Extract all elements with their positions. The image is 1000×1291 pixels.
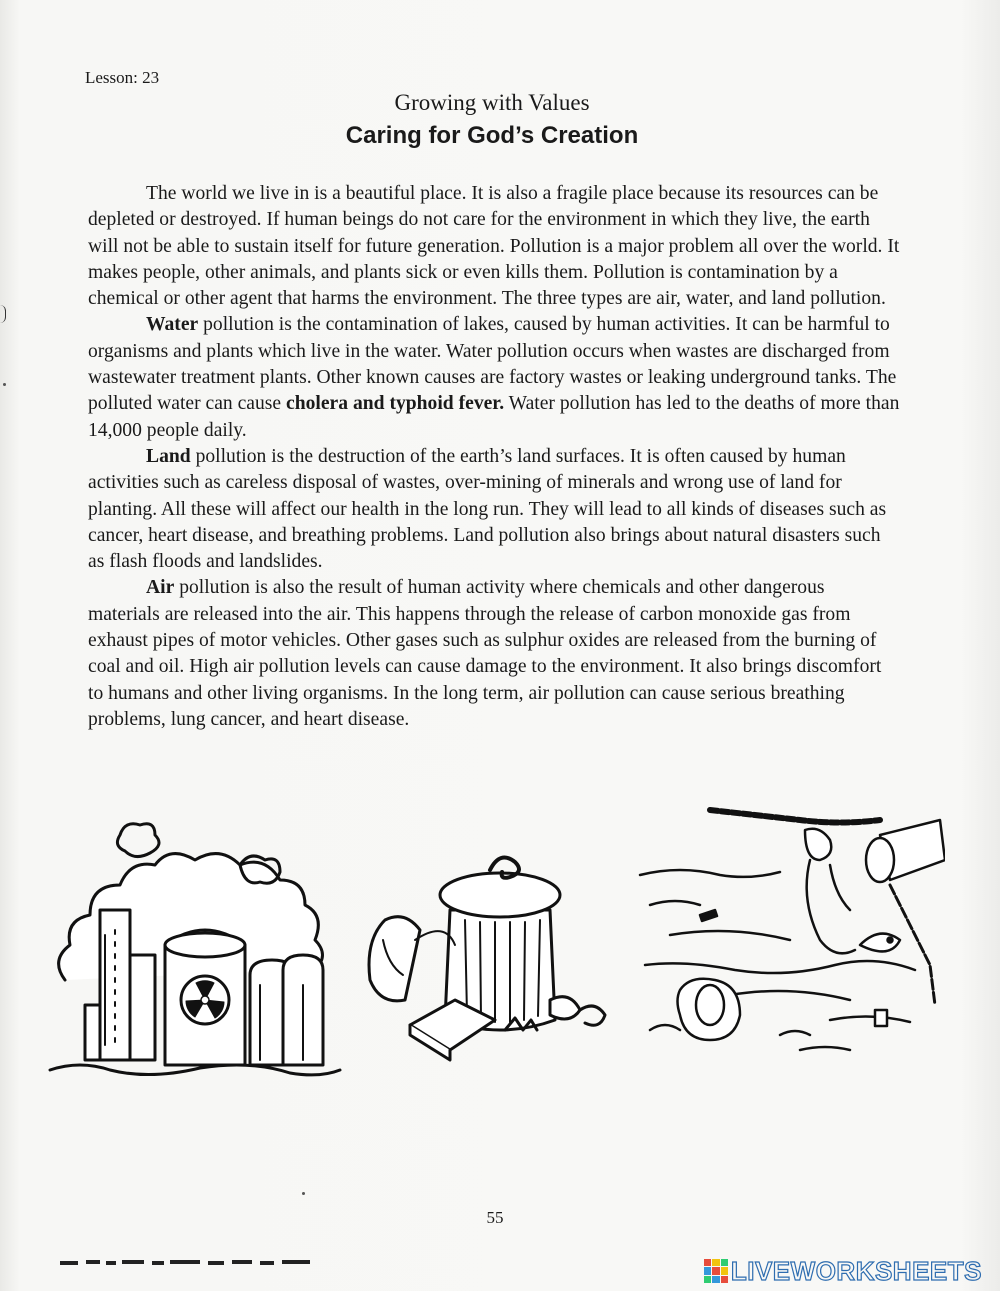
brand-name: LIVEWORKSHEETS xyxy=(730,1255,982,1286)
footer-decoration xyxy=(60,1258,320,1266)
factory-smoke-illustration xyxy=(45,805,345,1085)
page-title: Caring for God’s Creation xyxy=(345,122,639,149)
speck xyxy=(3,383,6,386)
lesson-label: Lesson: 23 xyxy=(85,68,160,87)
paragraph-water: Water pollution is the contamination of lakes, caused by human activities. It can be harmful to organisms and plants which live in the water. Water pollution occurs when wastes are discharged from wastewater treatment plants. Other known causes are factory wastes or leaking underground tanks. The polluted water can cause cholera and typhoid fever. Water pollution has led to the deaths of more than 14,000 people daily. xyxy=(88,314,900,441)
air-heading: Air xyxy=(146,577,175,599)
paragraph-air: Air pollution is also the result of human activity where chemicals and other dangerous materials are released into the air. This happens through the release of carbon monoxide gas from exhaust pipes of motor vehicles. Other gases such as sulphur oxides are released from the burning of coal and oil. High air pollution levels can cause damage to the environment. It also brings discomfort to humans and other living organisms. In the long term, air pollution can cause serious breathing problems, lung cancer, and heart disease. xyxy=(88,577,882,730)
paragraph-intro: The world we live in is a beautiful place. It is also a fragile place because its resources can be depleted or destroyed. If human beings do not care for the environment in which they live, the earth will not be able to sustain itself for future generation. Pollution is a major problem all over the world. It makes people, other animals, and plants sick or even kills them. Pollution is contamination by a chemical or other agent that harms the environment. The three types are air, water, and land pollution. xyxy=(88,183,900,310)
body-text xyxy=(88,181,900,733)
liveworksheets-logo-icon xyxy=(704,1259,728,1283)
disease-names: cholera and typhoid fever. xyxy=(286,393,505,415)
paragraph-land: Land pollution is the destruction of the earth’s land surfaces. It is often caused by human activities such as careless disposal of wastes, over-mining of minerals and wrong use of land for planting. All these will affect our health in the long run. They will lead to all kinds of diseases such as cancer, heart disease, and breathing problems. Land pollution also brings about natural disasters such as flash floods and landslides. xyxy=(88,445,887,573)
garbage-can-illustration xyxy=(355,850,615,1080)
polluted-water-illustration xyxy=(630,805,945,1065)
page-subtitle: Growing with Values xyxy=(394,90,590,115)
binding-mark xyxy=(0,305,6,323)
page-number: 55 xyxy=(486,1208,504,1227)
speck xyxy=(302,1192,305,1195)
water-heading: Water xyxy=(146,314,199,336)
liveworksheets-brand[interactable] xyxy=(704,1256,982,1286)
land-heading: Land xyxy=(146,445,191,467)
